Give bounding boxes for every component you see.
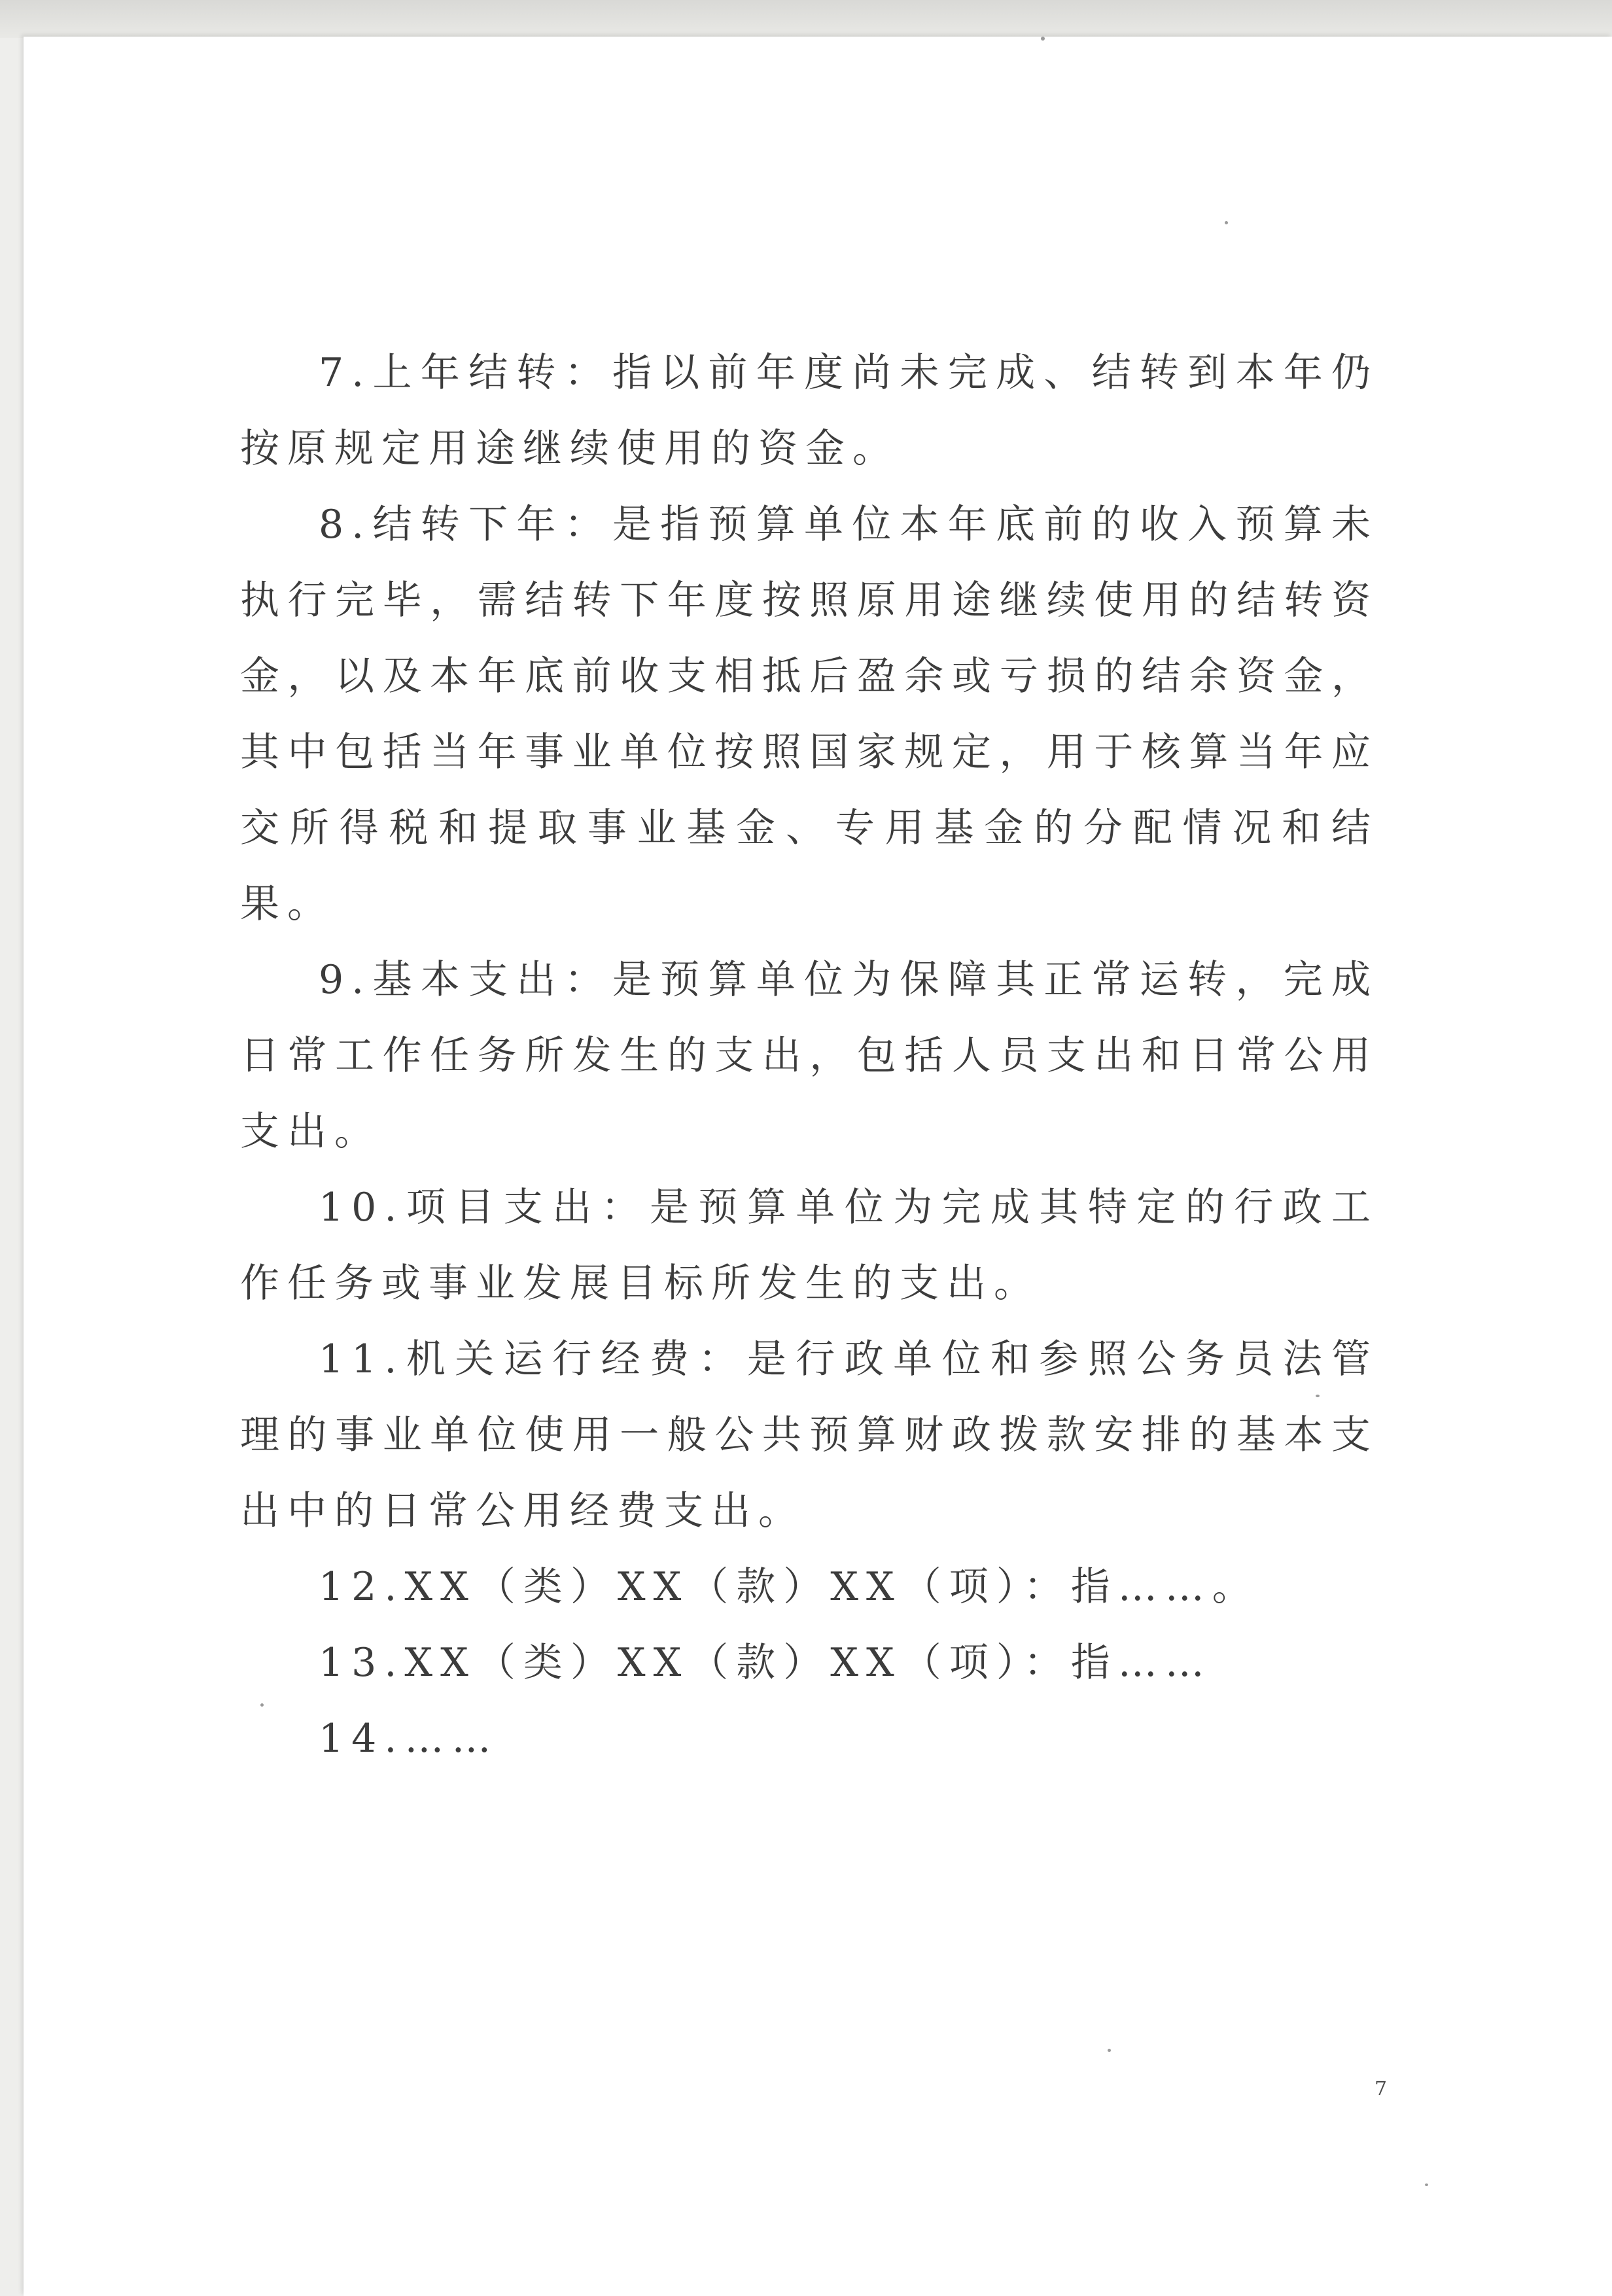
paragraph-project-expenditure: 10.项目支出：是预算单位为完成其特定的行政工作任务或事业发展目标所发生的支出。: [240, 1185, 1378, 1306]
paragraph-carryover-next-year: 8.结转下年：是指预算单位本年底前的收入预算未执行完毕，需结转下年度按照原用途继续使用的结转资金，以及本年底前收支相抵后盈余或亏损的结余资金，其中包括当年事业单位按照国家规定，用于核算当年应交所得税和提取事业基金、专用基金的分配情况和结果。: [240, 502, 1378, 927]
paragraph-item-13: 13.XX（类）XX（款）XX（项）：指……: [319, 1640, 1212, 1686]
scan-speck: [1225, 221, 1228, 224]
scan-speck: [1108, 2049, 1111, 2052]
scan-speck: [1425, 2183, 1428, 2186]
scan-speck: [1041, 37, 1045, 41]
paragraph-basic-expenditure: 9.基本支出：是预算单位为保障其正常运转，完成日常工作任务所发生的支出，包括人员支出和日常公用支出。: [240, 957, 1378, 1155]
paragraph-item-12: 12.XX（类）XX（款）XX（项）：指……。: [319, 1564, 1259, 1610]
paragraph-prior-year-carryover: 7.上年结转：指以前年度尚未完成、结转到本年仍按原规定用途继续使用的资金。: [240, 350, 1378, 472]
paragraph-item-14: 14.……: [319, 1716, 499, 1762]
document-body: [240, 335, 1378, 1777]
page-number: 7: [1375, 2078, 1388, 2100]
scan-edge: [0, 0, 1612, 38]
paragraph-agency-operating-costs: 11.机关运行经费：是行政单位和参照公务员法管理的事业单位使用一般公共预算财政拨款安排的基本支出中的日常公用经费支出。: [240, 1336, 1378, 1534]
